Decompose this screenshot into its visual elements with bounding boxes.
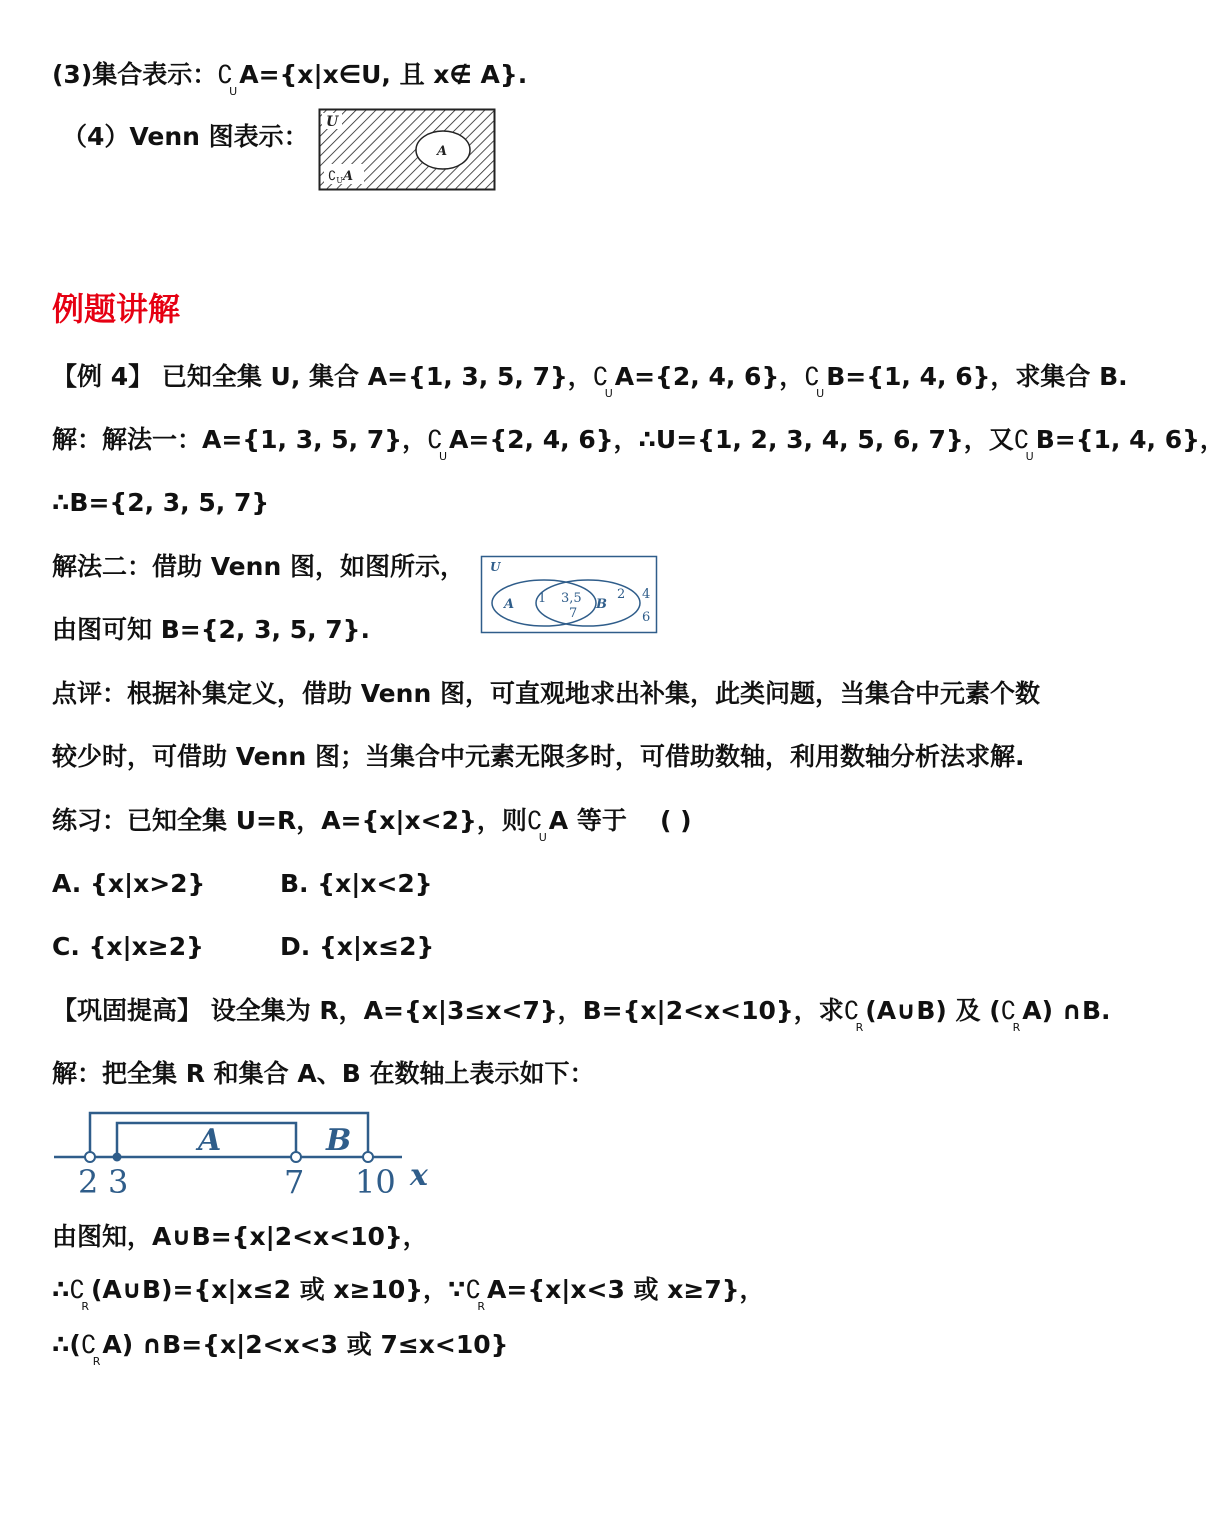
practice-stem (52, 804, 627, 843)
complement-subscript: R (855, 1021, 864, 1034)
result-line3 (52, 1328, 508, 1367)
option-text: {x|x≤2} (318, 932, 435, 961)
comment-line1: 点评：根据补集定义，借助 Venn 图，可直观地求出补集，此类问题，当集合中元素个数 (52, 679, 1040, 708)
option-text: {x|x<2} (317, 869, 433, 898)
example4-tag: 【例 4】 (52, 362, 154, 391)
section-title: 例题讲解 (52, 290, 181, 328)
item3-expression: A={x|x∈U, 且 x∉ A}. (239, 60, 528, 89)
complement-subscript: R (477, 1300, 486, 1313)
complement-subscript: U (816, 387, 825, 400)
complement-symbol: ∁ (804, 362, 821, 391)
comment-line2: 较少时，可借助 Venn 图；当集合中元素无限多时，可借助数轴，利用数轴分析法求解. (52, 742, 1025, 771)
set-b-label: B (596, 597, 607, 612)
complement-symbol: ∁ (69, 1275, 86, 1304)
option-b (280, 867, 433, 901)
outside-element-2: 6 (642, 610, 651, 625)
example4-line (52, 360, 1128, 399)
complement-subscript: R (81, 1300, 89, 1313)
example4-text-c: B={1, 4, 6}，求集合 B. (826, 362, 1128, 391)
option-text: {x|x>2} (90, 869, 206, 898)
universe-label: U (490, 560, 501, 574)
result-line2 (52, 1273, 765, 1312)
item3-line (52, 58, 527, 97)
axis-label: x (410, 1158, 428, 1193)
set-a-label: A (437, 144, 448, 159)
consolidate-text-c: A) ∩B. (1022, 996, 1111, 1025)
point-7-open (291, 1152, 301, 1162)
point-2-open (85, 1152, 95, 1162)
example4-text-b: A={2, 4, 6}， (614, 362, 805, 391)
number-line-figure (50, 1105, 450, 1200)
complement-symbol: ∁ (1000, 996, 1017, 1025)
complement-subscript: R (1012, 1021, 1021, 1034)
complement-subscript: U (1025, 450, 1034, 463)
solution1-text-b: A={2, 4, 6}，∴U={1, 2, 3, 4, 5, 6, 7}，又 (449, 425, 1014, 454)
complement-subscript: U (229, 85, 238, 98)
option-letter: C. (52, 932, 80, 961)
complement-symbol: ∁ (80, 1330, 97, 1359)
result-line1: 由图知，A∪B={x|2<x<10}， (52, 1222, 428, 1251)
solution2-line2: 由图可知 B={2, 3, 5, 7}. (52, 615, 370, 644)
complement-label: $∁_UA$ (328, 169, 354, 185)
intersection-elements-1: 3,5 (561, 591, 582, 606)
option-letter: D. (280, 932, 311, 961)
venn-complement-figure (318, 108, 498, 192)
tick-label: 10 (355, 1163, 396, 1201)
practice-stem-a: 练习：已知全集 U=R，A={x|x<2}，则 (52, 806, 527, 835)
complement-symbol: ∁ (592, 362, 609, 391)
consolidate-text-a: 设全集为 R，A={x|3≤x<7}，B={x|2<x<10}，求 (202, 996, 844, 1025)
point-10-open (363, 1152, 373, 1162)
tick-label: 7 (284, 1163, 305, 1201)
result-line2-text-c: A={x|x<3 或 x≥7}， (487, 1275, 765, 1304)
option-c (52, 930, 204, 964)
result-line3-text-b: A) ∩B={x|2<x<3 或 7≤x<10} (102, 1330, 509, 1359)
solution1-line1 (52, 423, 1225, 462)
solution1-text-a: 解：解法一：A={1, 3, 5, 7}， (52, 425, 428, 454)
result-line3-text-a: ∴( (52, 1330, 81, 1359)
solution2-line1: 解法二：借助 Venn 图，如图所示， (52, 552, 465, 581)
answer-blank: ( ) (660, 806, 692, 835)
complement-symbol: ∁ (526, 806, 543, 835)
complement-subscript: R (92, 1355, 101, 1368)
practice-stem-b: A 等于 (548, 806, 627, 835)
complement-symbol: ∁ (427, 425, 443, 454)
set-a-label: A (198, 1123, 222, 1158)
consolidate-tag: 【巩固提高】 (52, 996, 203, 1025)
complement-symbol: ∁ (465, 1275, 482, 1304)
only-b-element: 2 (617, 587, 626, 602)
complement-subscript: U (538, 831, 547, 844)
complement-symbol: ∁ (217, 60, 234, 89)
option-a (52, 867, 205, 901)
option-text: {x|x≥2} (88, 932, 204, 961)
venn-two-sets-figure (480, 555, 660, 635)
complement-symbol: ∁ (843, 996, 860, 1025)
complement-symbol: ∁ (1013, 425, 1030, 454)
universe-label: U (326, 114, 339, 130)
intersection-elements-2: 7 (569, 606, 578, 621)
consolidate-solution-intro: 解：把全集 R 和集合 A、B 在数轴上表示如下： (52, 1059, 595, 1088)
item3-label: (3)集合表示： (52, 60, 218, 89)
option-letter: B. (280, 869, 309, 898)
item4-label: （4）Venn 图表示： (62, 122, 309, 151)
option-letter: A. (52, 869, 82, 898)
result-line2-text-b: (A∪B)={x|x≤2 或 x≥10}，∵ (90, 1275, 466, 1304)
complement-subscript: U (604, 387, 613, 400)
consolidate-text-b: (A∪B) 及 ( (865, 996, 1001, 1025)
tick-label: 2 (78, 1163, 99, 1201)
only-a-element: 1 (538, 591, 547, 606)
solution1-line2: ∴B={2, 3, 5, 7} (52, 488, 270, 517)
outside-element-1: 4 (642, 587, 651, 602)
solution1-text-c: B={1, 4, 6}， (1035, 425, 1225, 454)
set-a-label: A (504, 597, 515, 612)
example4-text-a: 已知全集 U, 集合 A={1, 3, 5, 7}， (153, 362, 593, 391)
consolidate-stem (52, 994, 1111, 1033)
point-3-closed (113, 1153, 122, 1162)
complement-subscript: U (438, 450, 448, 463)
option-d (280, 930, 434, 964)
set-b-label: B (326, 1123, 352, 1158)
therefore-symbol: ∴ (52, 1275, 70, 1304)
tick-label: 3 (108, 1163, 129, 1201)
